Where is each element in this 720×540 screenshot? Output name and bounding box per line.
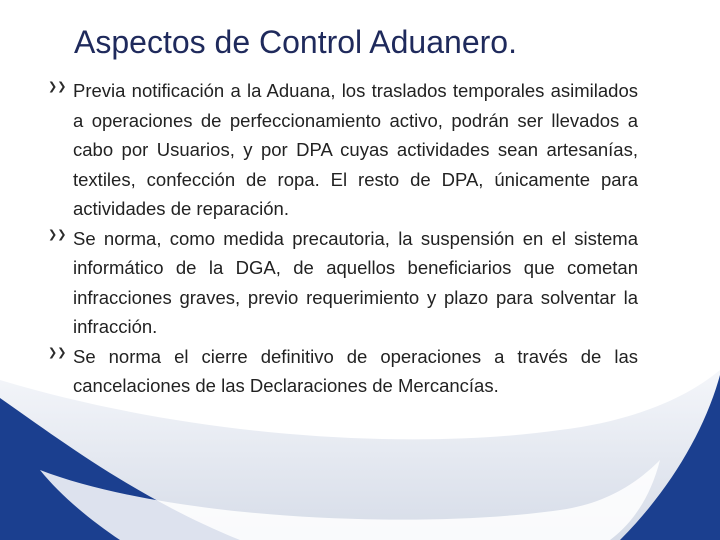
bullet-item — [48, 342, 638, 401]
double-chevron-icon: ❯❯ — [48, 81, 67, 93]
bullet-text: Se norma, como medida precautoria, la suspensión en el sistema informático de la DGA, de aquellos beneficiarios que cometan infracciones graves, previo requerimiento y plazo para solventar la infracción. — [73, 227, 638, 337]
bullet-item — [48, 76, 638, 224]
bullet-text: Se norma el cierre definitivo de operaciones a través de las cancelaciones de las Declaraciones de Mercancías. — [73, 345, 638, 396]
double-chevron-icon: ❯❯ — [48, 228, 67, 241]
bullet-list — [48, 76, 638, 401]
double-chevron-icon: ❯❯ — [48, 346, 67, 359]
bullet-text: Previa notificación a la Aduana, los traslados temporales asimilados a operaciones de perfeccionamiento activo, podrán ser llevados a cabo por Usuarios, y por DPA cuyas actividades sean artesanías, textiles, confección de ropa. El resto de DPA, únicamente para actividades de reparación. — [73, 80, 638, 219]
slide-title: Aspectos de Control Aduanero. — [74, 24, 517, 60]
bullet-item — [48, 224, 638, 342]
